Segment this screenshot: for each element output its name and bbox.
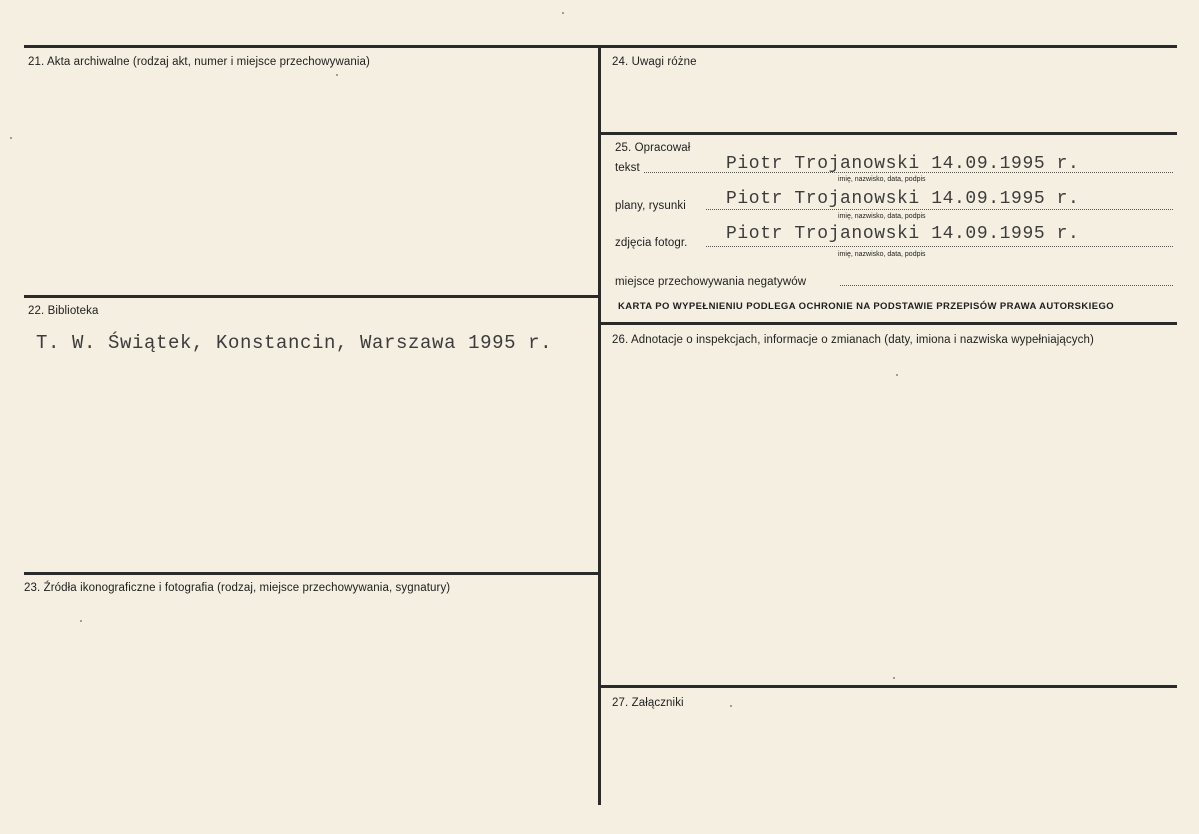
divider-21-22	[24, 295, 600, 298]
paper-speck	[893, 677, 895, 679]
center-divider	[598, 45, 601, 805]
paper-speck	[336, 74, 338, 76]
negatives-dotted-line	[840, 285, 1173, 286]
row-tekst-label: tekst	[615, 162, 640, 174]
section-24-label: 24. Uwagi różne	[612, 56, 697, 68]
divider-25-26	[600, 322, 1177, 325]
row-tekst-value: Piotr Trojanowski 14.09.1995 r.	[726, 154, 1080, 174]
divider-22-23	[24, 572, 600, 575]
divider-24-25	[600, 132, 1177, 135]
section-21-label: 21. Akta archiwalne (rodzaj akt, numer i miejsce przechowywania)	[28, 56, 370, 68]
paper-speck	[562, 12, 564, 14]
section-23-label: 23. Źródła ikonograficzne i fotografia (rodzaj, miejsce przechowywania, sygnatury)	[24, 582, 451, 594]
section-27-label: 27. Załączniki	[612, 697, 684, 709]
paper-speck	[80, 620, 82, 622]
section-25-label: 25. Opracował	[615, 142, 691, 154]
row-plany-label: plany, rysunki	[615, 200, 686, 212]
row-zdjecia-label: zdjęcia fotogr.	[615, 237, 688, 249]
paper-speck	[10, 137, 12, 139]
row-plany-dotted-line	[706, 209, 1173, 210]
paper-speck	[730, 705, 732, 707]
section-22-value: T. W. Świątek, Konstancin, Warszawa 1995 r.	[36, 332, 553, 354]
divider-26-27	[600, 685, 1177, 688]
row-zdjecia-caption: imię, nazwisko, data, podpis	[838, 251, 926, 258]
row-plany-caption: imię, nazwisko, data, podpis	[838, 213, 926, 220]
copyright-notice: KARTA PO WYPEŁNIENIU PODLEGA OCHRONIE NA PODSTAWIE PRZEPISÓW PRAWA AUTORSKIEGO	[618, 301, 1115, 312]
row-zdjecia-dotted-line	[706, 246, 1173, 247]
negatives-label: miejsce przechowywania negatywów	[615, 276, 807, 288]
section-26-label: 26. Adnotacje o inspekcjach, informacje o zmianach (daty, imiona i nazwiska wypełniających)	[612, 334, 1094, 346]
row-plany-value: Piotr Trojanowski 14.09.1995 r.	[726, 189, 1080, 209]
row-zdjecia-value: Piotr Trojanowski 14.09.1995 r.	[726, 224, 1080, 244]
paper-speck	[896, 374, 898, 376]
row-tekst-caption: imię, nazwisko, data, podpis	[838, 176, 926, 183]
section-22-label: 22. Biblioteka	[28, 305, 99, 317]
